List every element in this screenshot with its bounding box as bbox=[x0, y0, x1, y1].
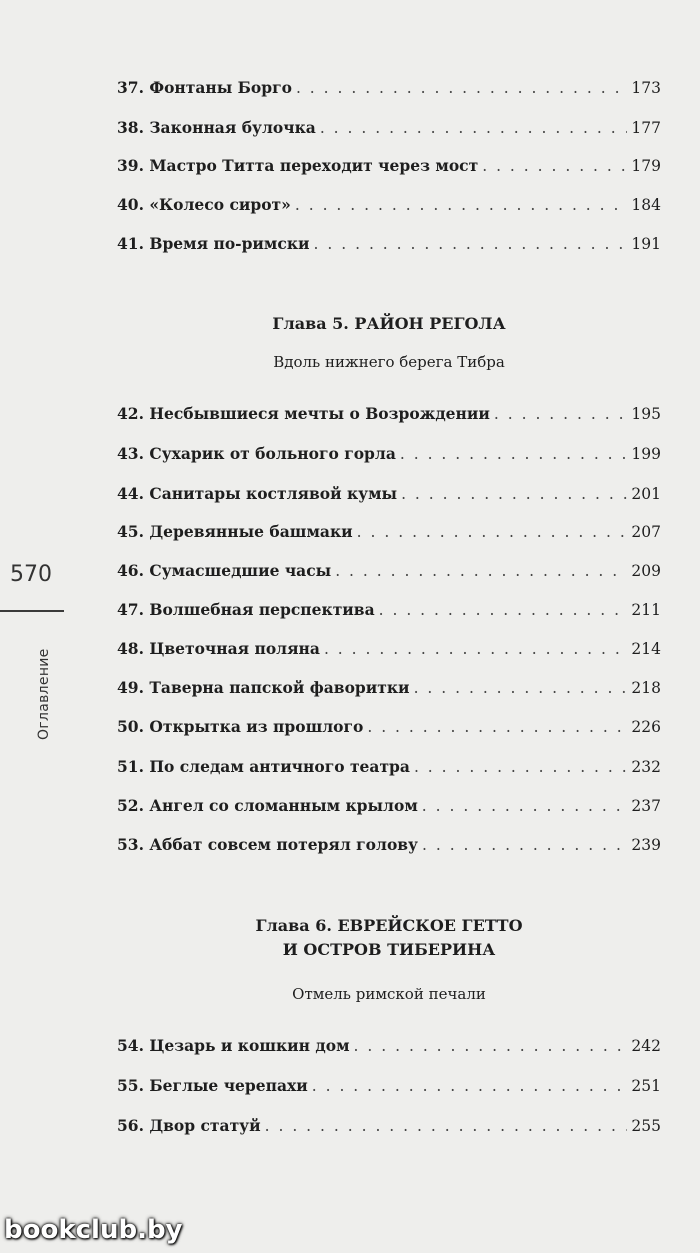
entry-page: 195 bbox=[631, 405, 661, 423]
entry-page: 226 bbox=[631, 718, 661, 736]
dot-leader bbox=[367, 718, 627, 736]
chapter-heading: Глава 5. РАЙОН РЕГОЛА bbox=[272, 314, 506, 333]
toc-entry bbox=[117, 118, 661, 146]
toc-entry bbox=[117, 522, 661, 550]
margin-rule bbox=[0, 610, 64, 612]
toc-entry bbox=[117, 796, 661, 824]
entry-title: 47. Волшебная перспектива bbox=[117, 600, 375, 619]
entry-page: 239 bbox=[631, 836, 661, 854]
entry-page: 179 bbox=[631, 157, 661, 175]
entry-page: 191 bbox=[631, 235, 661, 253]
toc-entry bbox=[117, 639, 661, 667]
toc-entry bbox=[117, 78, 661, 106]
dot-leader bbox=[494, 405, 628, 423]
dot-leader bbox=[320, 119, 628, 137]
entry-page: 201 bbox=[631, 485, 661, 503]
entry-title: 45. Деревянные башмаки bbox=[117, 522, 353, 541]
entry-title: 54. Цезарь и кошкин дом bbox=[117, 1036, 350, 1055]
entry-title: 48. Цветочная поляна bbox=[117, 639, 320, 658]
dot-leader bbox=[414, 679, 628, 697]
toc-entry bbox=[117, 195, 661, 223]
entry-page: 242 bbox=[631, 1037, 661, 1055]
entry-title: 52. Ангел со сломанным крылом bbox=[117, 796, 418, 815]
dot-leader bbox=[357, 523, 628, 541]
dot-leader bbox=[482, 157, 627, 175]
entry-page: 232 bbox=[631, 758, 661, 776]
entry-title: 41. Время по-римски bbox=[117, 234, 310, 253]
entry-page: 251 bbox=[631, 1077, 661, 1095]
chapter-heading bbox=[117, 914, 661, 962]
dot-leader bbox=[265, 1117, 628, 1135]
entry-title: 42. Несбывшиеся мечты о Возрождении bbox=[117, 404, 490, 423]
dot-leader bbox=[414, 758, 627, 776]
toc-entry bbox=[117, 484, 661, 512]
entry-title: 40. «Колесо сирот» bbox=[117, 195, 291, 214]
entry-page: 211 bbox=[631, 601, 661, 619]
toc-entry bbox=[117, 717, 661, 745]
entry-title: 43. Сухарик от больного горла bbox=[117, 444, 396, 463]
entry-title: 50. Открытка из прошлого bbox=[117, 717, 364, 736]
dot-leader bbox=[314, 235, 628, 253]
entry-title: 49. Таверна папской фаворитки bbox=[117, 678, 410, 697]
entry-title: 39. Мастро Титта переходит через мост bbox=[117, 156, 479, 175]
entry-page: 218 bbox=[631, 679, 661, 697]
entry-title: 46. Сумасшедшие часы bbox=[117, 561, 332, 580]
entry-page: 237 bbox=[631, 797, 661, 815]
entry-page: 199 bbox=[631, 445, 661, 463]
watermark: bookclub.by bbox=[4, 1215, 183, 1245]
dot-leader bbox=[296, 79, 627, 97]
toc-entry bbox=[117, 404, 661, 432]
dot-leader bbox=[379, 601, 628, 619]
entry-title: 55. Беглые черепахи bbox=[117, 1076, 308, 1095]
entry-page: 177 bbox=[631, 119, 661, 137]
toc-entry bbox=[117, 1036, 661, 1064]
entry-page: 173 bbox=[631, 79, 661, 97]
chapter-subtitle: Отмель римской печали bbox=[292, 985, 486, 1003]
dot-leader bbox=[422, 797, 628, 815]
chapter-heading-line1: Глава 6. ЕВРЕЙСКОЕ ГЕТТО bbox=[255, 916, 523, 935]
chapter-heading-line2: И ОСТРОВ ТИБЕРИНА bbox=[282, 940, 496, 959]
entry-title: 38. Законная булочка bbox=[117, 118, 316, 137]
entry-title: 37. Фонтаны Борго bbox=[117, 78, 292, 97]
entry-page: 214 bbox=[631, 640, 661, 658]
toc-entry bbox=[117, 678, 661, 706]
dot-leader bbox=[422, 836, 627, 854]
toc-entry bbox=[117, 444, 661, 472]
dot-leader bbox=[354, 1037, 628, 1055]
toc-entry bbox=[117, 757, 661, 785]
toc-entry bbox=[117, 1116, 661, 1144]
dot-leader bbox=[335, 562, 627, 580]
entry-page: 255 bbox=[631, 1117, 661, 1135]
entry-title: 53. Аббат совсем потерял голову bbox=[117, 835, 418, 854]
dot-leader bbox=[324, 640, 627, 658]
toc-entry bbox=[117, 600, 661, 628]
entry-title: 56. Двор статуй bbox=[117, 1116, 261, 1135]
entry-title: 51. По следам античного театра bbox=[117, 757, 410, 776]
section-label: Оглавление bbox=[36, 648, 52, 740]
page-number: 570 bbox=[10, 562, 52, 587]
entry-page: 184 bbox=[631, 196, 661, 214]
dot-leader bbox=[401, 485, 627, 503]
dot-leader bbox=[400, 445, 628, 463]
toc-entry bbox=[117, 1076, 661, 1104]
toc-entry bbox=[117, 234, 661, 262]
toc-entry bbox=[117, 156, 661, 184]
dot-leader bbox=[295, 196, 628, 214]
entry-page: 207 bbox=[631, 523, 661, 541]
entry-page: 209 bbox=[631, 562, 661, 580]
dot-leader bbox=[312, 1077, 628, 1095]
toc-entry bbox=[117, 561, 661, 589]
chapter-subtitle: Вдоль нижнего берега Тибра bbox=[273, 353, 505, 371]
entry-title: 44. Санитары костлявой кумы bbox=[117, 484, 398, 503]
toc-entry bbox=[117, 835, 661, 863]
